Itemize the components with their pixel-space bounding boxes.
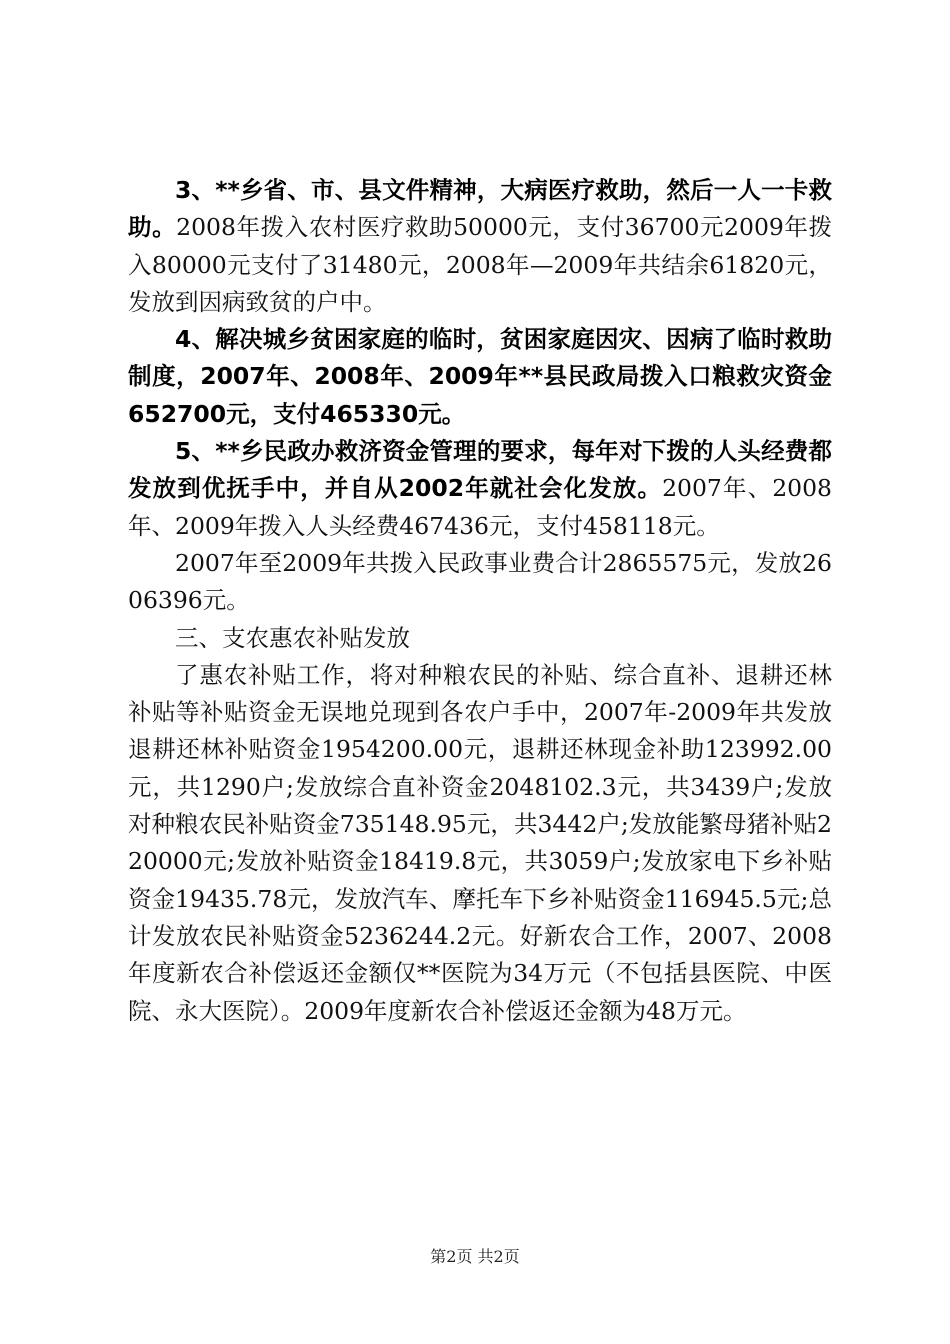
paragraph-text: 2008年拨入农村医疗救助50000元，支付36700元2009年拨入80000元支付了31480元，2008年—2009年共结余61820元，发放到因病致贫的户中。 [128,213,832,316]
paragraph-fund-management [128,433,832,545]
paragraph-lead: 4、解决城乡贫困家庭的临时，贫困家庭因灾、因病了临时救助制度，2007年、2008年、2009年**县民政局拨入口粮救灾资金652700元，支付465330元。 [128,325,832,428]
paragraph-temporary-aid [128,321,832,433]
document-body [128,172,832,1030]
paragraph-medical-aid [128,172,832,321]
paragraph-lead: 3、**乡省、市、县文件精神，大病医疗救助，然后一人一卡救助。 [128,176,832,242]
paragraph-lead: 5、**乡民政办救济资金管理的要求，每年对下拨的人头经费都发放到优抚手中，并自从2002年就社会化发放。 [128,437,832,503]
page-number-footer: 第2页 共2页 [430,1247,520,1266]
paragraph-subsidy: 了惠农补贴工作，将对种粮农民的补贴、综合直补、退耕还林补贴等补贴资金无误地兑现到各农户手中，2007年-2009年共发放退耕还林补贴资金1954200.00元，退耕还林现金补助123992.00元，共1290户;发放综合直补资金2048102.3元，共3439户;发放对种粮农民补贴资金735148.95元，共3442户;发放能繁母猪补贴220000元;发放补贴资金18419.8元，共3059户;发放家电下乡补贴资金19435.78元，发放汽车、摩托车下乡补贴资金116945.5元;总计发放农民补贴资金5236244.2元。好新农合工作，2007、2008年度新农合补偿返还金额仅**医院为34万元（不包括县医院、中医院、永大医院）。2009年度新农合补偿返还金额为48万元。 [128,660,832,1025]
paragraph-text: 2007年至2009年共拨入民政事业费合计2865575元，发放2606396元。 [128,548,832,615]
paragraph-total-funds [128,545,832,620]
paragraph-text: 2007年、2008年、2009年拨入人头经费467436元，支付458118元。 [128,474,832,540]
section-heading: 三、支农惠农补贴发放 [175,623,410,652]
